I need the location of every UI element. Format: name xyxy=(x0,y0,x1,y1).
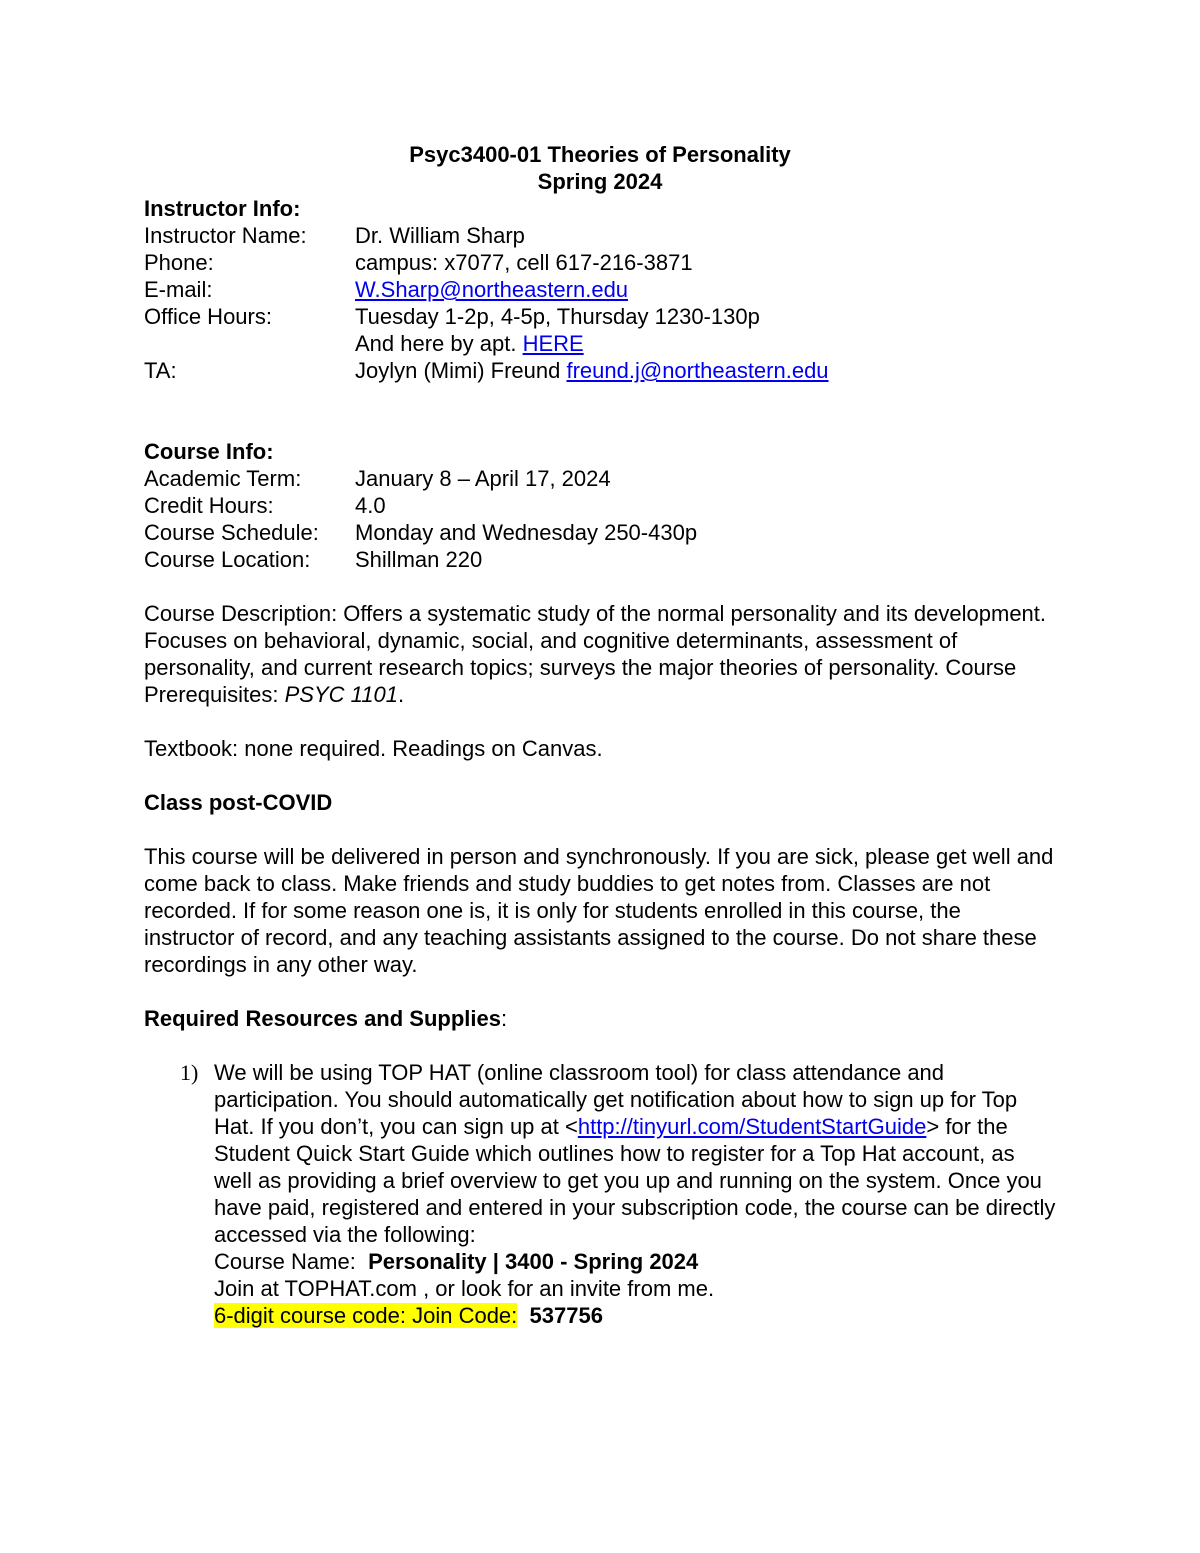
course-location-label: Course Location: xyxy=(144,547,311,572)
instructor-info-heading: Instructor Info: xyxy=(144,196,301,221)
resources-heading: Required Resources and Supplies: xyxy=(144,1006,508,1031)
email-row xyxy=(144,276,1056,303)
office-hours-label: Office Hours: xyxy=(144,304,272,329)
instructor-email-link[interactable]: W.Sharp@northeastern.edu xyxy=(355,277,629,302)
tophat-instructions: We will be using TOP HAT (online classroom tool) for class attendance and participation. You should automatically get notification about how to sign up for Top Hat. If you don’t, you can sign up at <http://tinyurl.com/StudentStartGuide> for the Student Quick Start Guide which outlines how to register for a Top Hat account, as well as providing a brief overview to get you up and running on the system. Once you have paid, registered and entered in your subscription code, the course can be directly accessed via the following: xyxy=(214,1060,1056,1247)
course-location-row xyxy=(144,546,1056,573)
document-page xyxy=(144,141,1056,1329)
ta-row xyxy=(144,357,1056,384)
course-info-heading: Course Info: xyxy=(144,439,274,464)
course-location-value: Shillman 220 xyxy=(355,547,483,572)
credit-hours-value: 4.0 xyxy=(355,493,386,518)
office-hours-extra-row xyxy=(144,330,1056,357)
course-title: Psyc3400-01 Theories of Personality xyxy=(409,142,791,167)
join-code-value: 537756 xyxy=(529,1303,603,1328)
appointment-link[interactable]: HERE xyxy=(522,331,584,356)
list-item-number: 1) xyxy=(180,1060,199,1085)
list-item-body xyxy=(214,1059,1056,1329)
course-schedule-label: Course Schedule: xyxy=(144,520,319,545)
academic-term-value: January 8 – April 17, 2024 xyxy=(355,466,611,491)
instructor-name-row xyxy=(144,222,1056,249)
academic-term-label: Academic Term: xyxy=(144,466,302,491)
email-label: E-mail: xyxy=(144,277,213,302)
tophat-join-code xyxy=(214,1302,1056,1329)
list-item xyxy=(144,1059,1056,1329)
textbook-note: Textbook: none required. Readings on Canvas. xyxy=(144,736,603,761)
tophat-course-name: Course Name: Personality | 3400 - Spring 2024 xyxy=(214,1249,699,1274)
phone-value: campus: x7077, cell 617-216-3871 xyxy=(355,250,693,275)
credit-hours-row xyxy=(144,492,1056,519)
phone-row xyxy=(144,249,1056,276)
course-term-title: Spring 2024 xyxy=(537,169,663,194)
instructor-name-label: Instructor Name: xyxy=(144,223,307,248)
course-description-text: Course Description: Offers a systematic study of the normal personality and its development. Focuses on behavioral, dynamic, social, and cognitive determinants, assessment of personality, and current research topics; surveys the major theories of personality. Course Prerequisites: xyxy=(144,601,1047,707)
ta-email-link[interactable]: freund.j@northeastern.edu xyxy=(566,358,829,383)
covid-heading: Class post-COVID xyxy=(144,790,333,815)
ta-label: TA: xyxy=(144,358,177,383)
course-schedule-value: Monday and Wednesday 250-430p xyxy=(355,520,698,545)
join-code-label: 6-digit course code: Join Code: xyxy=(214,1303,518,1328)
appointment-text: And here by apt. xyxy=(355,331,523,356)
course-schedule-row xyxy=(144,519,1056,546)
office-hours-value: Tuesday 1-2p, 4-5p, Thursday 1230-130p xyxy=(355,304,760,329)
tophat-join-text: Join at TOPHAT.com , or look for an invite from me. xyxy=(214,1276,715,1301)
course-description: Course Description: Offers a systematic study of the normal personality and its development. Focuses on behavioral, dynamic, social, and cognitive determinants, assessment of personality, and current research topics; surveys the major theories of personality. Course Prerequisites: PSYC 1101. xyxy=(144,601,1047,707)
ta-name: Joylyn (Mimi) Freund xyxy=(355,358,567,383)
student-start-guide-link[interactable]: http://tinyurl.com/StudentStartGuide xyxy=(577,1114,927,1139)
academic-term-row xyxy=(144,465,1056,492)
instructor-name-value: Dr. William Sharp xyxy=(355,223,525,248)
covid-body: This course will be delivered in person and synchronously. If you are sick, please get well and come back to class. Make friends and study buddies to get notes from. Classes are not recorded. If for some reason one is, it is only for students enrolled in this course, the instructor of record, and any teaching assistants assigned to the course. Do not share these recordings in any other way. xyxy=(144,844,1054,977)
office-hours-row xyxy=(144,303,1056,330)
phone-label: Phone: xyxy=(144,250,214,275)
course-prerequisite: PSYC 1101 xyxy=(284,682,398,707)
credit-hours-label: Credit Hours: xyxy=(144,493,274,518)
